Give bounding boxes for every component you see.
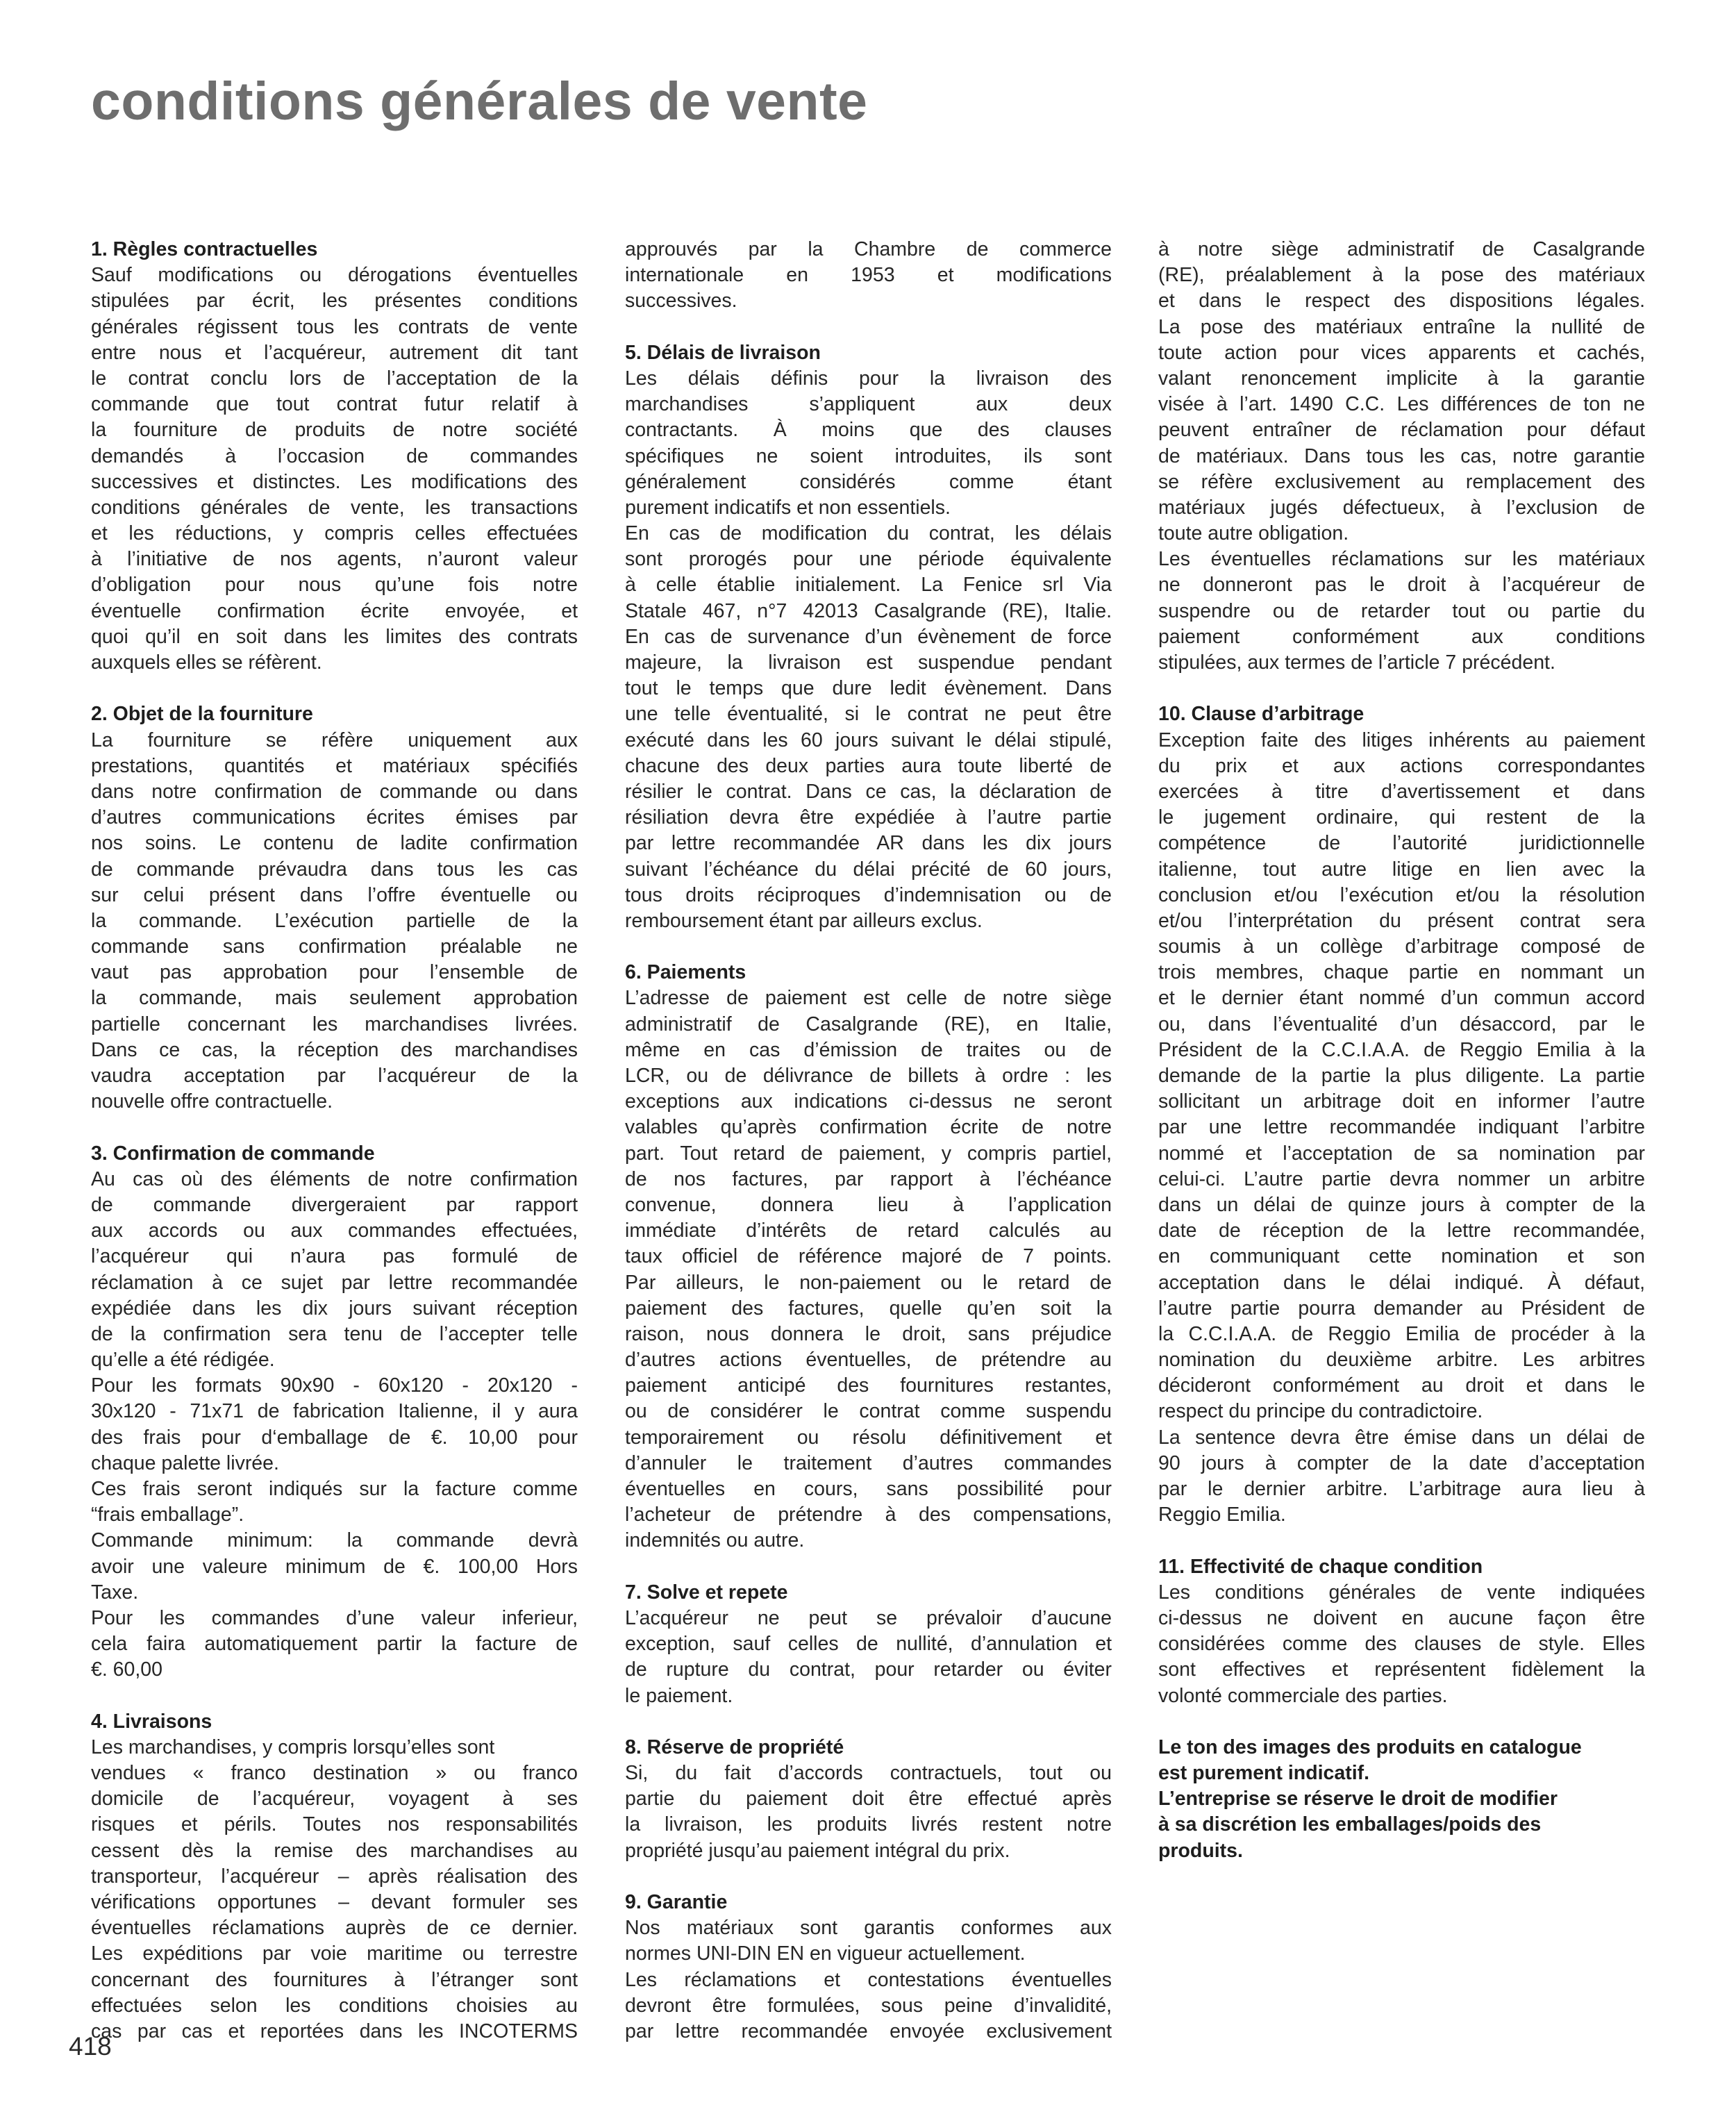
text-line: vérifications opportunes – devant formuler ses (91, 1891, 578, 1913)
text-line: La fourniture se réfère uniquement aux (91, 729, 578, 751)
text-line: Sauf modifications ou dérogations éventuelles (91, 264, 578, 287)
text-line: Pour les commandes d’une valeur inferieur, (91, 1606, 578, 1629)
text-line: par le dernier arbitre. L’arbitrage aura lieu à (1158, 1478, 1645, 1500)
text-line: En cas de modification du contrat, les délais (625, 522, 1112, 545)
text-line: raison, nous donnera le droit, sans préjudice (625, 1322, 1112, 1345)
column-3 (1158, 237, 1645, 1864)
section-heading-text: 1. Règles contractuelles (91, 238, 318, 260)
text-line: spécifiques ne soient introduites, ils sont (625, 444, 1112, 467)
text-line: Commande minimum: la commande devrà (91, 1529, 578, 1552)
text-line: d’annuler le traitement d’autres commandes (625, 1451, 1112, 1474)
paragraph-spacer (91, 676, 578, 701)
text-line: demande de la partie la plus diligente. La partie (1158, 1065, 1645, 1087)
section-heading (91, 701, 578, 727)
page-title: conditions générales de vente (91, 72, 868, 131)
text-line: soumis à un collège d’arbitrage composé de (1158, 935, 1645, 958)
text-line: vaut pas approbation pour l’ensemble de (91, 961, 578, 984)
column-2 (625, 237, 1112, 2045)
section-heading-text: 8. Réserve de propriété (625, 1736, 844, 1758)
text-line: éventuelle confirmation écrite envoyée, et (91, 599, 578, 622)
section-heading (1158, 701, 1645, 727)
text-line: exception, sauf celles de nullité, d’annulation et (625, 1633, 1112, 1656)
text-line: avoir une valeure minimum de €. 100,00 Hors (91, 1555, 578, 1578)
paragraph (1158, 1425, 1645, 1529)
text-line: nomination du deuxième arbitre. Les arbitres (1158, 1349, 1645, 1372)
text-line: exécuté dans les 60 jours suivant le délai stipulé, (625, 729, 1112, 751)
text-line: chaque palette livrée. (91, 1451, 279, 1474)
text-line: (RE), préalablement à la pose des matériaux (1158, 264, 1645, 287)
text-line: successives. (625, 290, 737, 313)
text-line: Les marchandises, y compris lorsqu’elles sont (91, 1736, 495, 1758)
text-line: paiement anticipé des fournitures restantes, (625, 1374, 1112, 1397)
text-line: transporteur, l’acquéreur – après réalisation des (91, 1865, 578, 1888)
text-line: cela faira automatiquement partir la facture de (91, 1633, 578, 1656)
paragraph (91, 1373, 578, 1476)
text-line: devront être formulées, sous peine d’invalidité, (625, 1994, 1112, 2017)
paragraph (625, 1761, 1112, 1864)
column-1 (91, 237, 578, 2045)
text-line: dans un délai de quinze jours à compter de la (1158, 1193, 1645, 1216)
text-line: Dans ce cas, la réception des marchandises (91, 1038, 578, 1061)
text-line: conditions générales de vente, les transactions (91, 496, 578, 519)
text-line: l’acquéreur qui n’aura pas formulé de (91, 1245, 578, 1268)
text-line: éventuelles réclamations auprès de ce dernier. (91, 1917, 578, 1940)
text-line: à notre siège administratif de Casalgrande (1158, 238, 1645, 260)
text-line: l’autre partie pourra demander au Président de (1158, 1297, 1645, 1320)
text-line: éventuelles en cours, sans possibilité pour (625, 1478, 1112, 1500)
text-line: la commande. L’exécution partielle de la (91, 909, 578, 932)
text-line: sur celui présent dans l’offre éventuelle ou (91, 883, 578, 906)
text-line: respect du principe du contradictoire. (1158, 1400, 1483, 1423)
text-line: purement indicatifs et non essentiels. (625, 496, 951, 519)
text-line: se réfère exclusivement au remplacement des (1158, 470, 1645, 493)
text-line: temporairement ou résolu définitivement et (625, 1426, 1112, 1449)
section-heading-text: 2. Objet de la fourniture (91, 703, 313, 726)
text-line: L’entreprise se réserve le droit de modifier (1158, 1788, 1558, 1811)
text-line: et les réductions, y compris celles effectuées (91, 522, 578, 545)
text-line: tous droits réciproques d’indemnisation ou de (625, 883, 1112, 906)
text-line: suspendre ou de retarder tout ou partie du (1158, 599, 1645, 622)
text-line: effectuées selon les conditions choisies au (91, 1994, 578, 2017)
text-line: résiliation devra être expédiée à l’autre partie (625, 806, 1112, 829)
text-line: expédiée dans les dix jours suivant réception (91, 1297, 578, 1320)
text-line: visée à l’art. 1490 C.C. Les différences de ton ne (1158, 393, 1645, 416)
text-line: propriété jusqu’au paiement intégral du prix. (625, 1839, 1010, 1862)
text-line: de rupture du contrat, pour retarder ou éviter (625, 1658, 1112, 1681)
text-line: est purement indicatif. (1158, 1762, 1370, 1785)
text-line: trois membres, chaque partie en nommant un (1158, 961, 1645, 984)
text-line: de commande divergeraient par rapport (91, 1193, 578, 1216)
section-heading (625, 340, 1112, 366)
text-line: de nos factures, par rapport à l’échéance (625, 1167, 1112, 1190)
text-line: résilier le contrat. Dans ce cas, la déclaration de (625, 780, 1112, 803)
paragraph (1158, 1580, 1645, 1709)
text-line: La sentence devra être émise dans un délai de (1158, 1426, 1645, 1449)
text-line: successives et distinctes. Les modifications des (91, 470, 578, 493)
text-line: “frais emballage”. (91, 1504, 244, 1526)
text-line: toute action pour vices apparents et cachés, (1158, 341, 1645, 364)
paragraph-spacer (91, 1683, 578, 1709)
text-line: paiement des factures, quelle qu’en soit la (625, 1297, 1112, 1320)
section-heading-text: 5. Délais de livraison (625, 341, 821, 364)
text-line: et/ou l’interprétation du présent contrat sera (1158, 909, 1645, 932)
text-line: paiement conformément aux conditions (1158, 625, 1645, 648)
text-line: Les éventuelles réclamations sur les matériaux (1158, 548, 1645, 571)
paragraph (91, 1606, 578, 1683)
text-line: Nos matériaux sont garantis conformes aux (625, 1917, 1112, 1940)
paragraph (625, 237, 1112, 315)
text-line: Les expéditions par voie maritime ou terrestre (91, 1942, 578, 1965)
text-line: générales régissent tous les contrats de vente (91, 315, 578, 338)
text-line: convenue, donnera lieu à l’application (625, 1193, 1112, 1216)
text-line: commande que tout contrat futur relatif à (91, 393, 578, 416)
text-line: de commande prévaudra dans tous les cas (91, 858, 578, 881)
text-line: chacune des deux parties aura toute liberté de (625, 754, 1112, 777)
paragraph-spacer (1158, 1528, 1645, 1554)
text-line: décideront conformément au droit et dans le (1158, 1374, 1645, 1397)
text-line: de la confirmation sera tenu de l’accepter telle (91, 1322, 578, 1345)
text-line: de matériaux. Dans tous les cas, notre garantie (1158, 444, 1645, 467)
text-line: LCR, ou de délivrance de billets à ordre : les (625, 1065, 1112, 1087)
section-heading (91, 237, 578, 263)
paragraph (625, 1915, 1112, 1967)
text-line: cessent dès la remise des marchandises au (91, 1839, 578, 1862)
page-number: 418 (69, 2032, 112, 2061)
text-line: Si, du fait d’accords contractuels, tout ou (625, 1762, 1112, 1785)
paragraph (625, 366, 1112, 521)
text-line: approuvés par la Chambre de commerce (625, 238, 1112, 260)
text-line: même en cas d’émission de traites ou de (625, 1038, 1112, 1061)
text-line: toute autre obligation. (1158, 522, 1349, 545)
text-line: commande sans confirmation préalable ne (91, 935, 578, 958)
text-line: partie du paiement doit être effectué après (625, 1788, 1112, 1811)
text-line: risques et périls. Toutes nos responsabilités (91, 1813, 578, 1836)
text-line: taux officiel de référence majoré de 7 points. (625, 1245, 1112, 1268)
text-line: une telle éventualité, si le contrat ne peut être (625, 703, 1112, 726)
text-line: réclamation à ce sujet par lettre recommandée (91, 1271, 578, 1294)
text-line: sollicitant un arbitrage doit en informer l’autre (1158, 1090, 1645, 1113)
text-line: Président de la C.C.I.A.A. de Reggio Emilia à la (1158, 1038, 1645, 1061)
text-line: la livraison, les produits livrés restent notre (625, 1813, 1112, 1836)
section-heading (625, 1890, 1112, 1915)
paragraph (91, 1167, 578, 1374)
text-line: et le dernier étant nommé d’un commun accord (1158, 987, 1645, 1010)
text-line: par une lettre recommandée indiquant l’arbitre (1158, 1116, 1645, 1139)
section-heading-text: 4. Livraisons (91, 1710, 212, 1733)
text-line: en communiquant cette nomination et son (1158, 1245, 1645, 1268)
text-line: valables qu’après confirmation écrite de notre (625, 1116, 1112, 1139)
text-line: exceptions aux indications ci-dessus ne seront (625, 1090, 1112, 1113)
text-line: Taxe. (91, 1581, 139, 1604)
text-line: immédiate d’intérêts de retard calculés au (625, 1220, 1112, 1242)
text-line: dans notre confirmation de commande ou dans (91, 780, 578, 803)
section-heading-text: 3. Confirmation de commande (91, 1142, 375, 1165)
text-line: date de réception de la lettre recommandée, (1158, 1220, 1645, 1242)
text-line: et dans le respect des dispositions légales. (1158, 290, 1645, 313)
paragraph-spacer (625, 1864, 1112, 1890)
text-line: par lettre recommandée envoyée exclusivement (625, 2020, 1112, 2042)
paragraph (1158, 547, 1645, 676)
text-line: domicile de l’acquéreur, voyagent à ses (91, 1788, 578, 1811)
disclaimer-note (1158, 1735, 1645, 1864)
text-line: ne donneront pas le droit à l’acquéreur de (1158, 574, 1645, 597)
text-line: la commande, mais seulement approbation (91, 987, 578, 1010)
text-line: matériaux jugés défectueux, à l’exclusion de (1158, 496, 1645, 519)
text-line: normes UNI-DIN EN en vigueur actuellement. (625, 1942, 1026, 1965)
text-line: acceptation dans le délai indiqué. À défaut, (1158, 1271, 1645, 1294)
text-line: Le ton des images des produits en catalogue (1158, 1736, 1582, 1758)
text-line: nouvelle offre contractuelle. (91, 1090, 333, 1113)
text-line: le jugement ordinaire, qui restent de la (1158, 806, 1645, 829)
text-line: stipulées, aux termes de l’article 7 précédent. (1158, 651, 1555, 674)
text-line: vendues « franco destination » ou franco (91, 1762, 578, 1785)
text-line: marchandises s’appliquent aux deux (625, 393, 1112, 416)
text-line: conclusion et/ou l’exécution et/ou la résolution (1158, 883, 1645, 906)
text-line: compétence de l’autorité juridictionnelle (1158, 832, 1645, 855)
text-line: ou, dans l’éventualité d’un désaccord, par le (1158, 1013, 1645, 1035)
paragraph-spacer (91, 1115, 578, 1140)
text-line: contractants. À moins que des clauses (625, 419, 1112, 442)
text-line: entre nous et l’acquéreur, autrement dit tant (91, 341, 578, 364)
paragraph (1158, 728, 1645, 1425)
text-line: L’adresse de paiement est celle de notre siège (625, 987, 1112, 1010)
text-line: des frais pour d‘emballage de €. 10,00 pour (91, 1426, 578, 1449)
text-line: volonté commerciale des parties. (1158, 1684, 1448, 1707)
paragraph (91, 1528, 578, 1606)
text-line: demandés à l’occasion de commandes (91, 444, 578, 467)
text-line: d’autres communications écrites émises par (91, 806, 578, 829)
text-line: Les réclamations et contestations éventuelles (625, 1968, 1112, 1991)
text-line: Ces frais seront indiqués sur la facture comme (91, 1478, 578, 1500)
paragraph (625, 985, 1112, 1554)
text-line: €. 60,00 (91, 1658, 163, 1681)
text-line: sont effectives et représentent fidèlement la (1158, 1658, 1645, 1681)
text-line: majeure, la livraison est suspendue pendant (625, 651, 1112, 674)
paragraph (91, 263, 578, 676)
text-line: ou de considérer le contrat comme suspendu (625, 1400, 1112, 1423)
text-line: Exception faite des litiges inhérents au paiement (1158, 729, 1645, 751)
text-line: remboursement étant par ailleurs exclus. (625, 909, 983, 932)
text-line: Les délais définis pour la livraison des (625, 367, 1112, 390)
text-line: produits. (1158, 1839, 1243, 1862)
text-line: auxquels elles se réfèrent. (91, 651, 322, 674)
text-line: En cas de survenance d’un évènement de force (625, 625, 1112, 648)
text-line: à celle établie initialement. La Fenice srl Via (625, 574, 1112, 597)
section-heading (1158, 1554, 1645, 1580)
text-line: tout le temps que dure ledit évènement. Dans (625, 677, 1112, 700)
text-line: stipulées par écrit, les présentes conditions (91, 290, 578, 313)
text-line: Au cas où des éléments de notre confirmation (91, 1167, 578, 1190)
text-line: l’acheteur de prétendre à des compensations, (625, 1504, 1112, 1526)
text-line: la fourniture de produits de notre société (91, 419, 578, 442)
text-line: exercées à titre d’avertissement et dans (1158, 780, 1645, 803)
text-line: La pose des matériaux entraîne la nullité de (1158, 315, 1645, 338)
section-heading-text: 10. Clause d’arbitrage (1158, 703, 1364, 726)
section-heading (91, 1141, 578, 1167)
paragraph (1158, 237, 1645, 547)
section-heading (625, 1735, 1112, 1761)
text-line: Pour les formats 90x90 - 60x120 - 20x120 - (91, 1374, 578, 1397)
paragraph (91, 728, 578, 1115)
text-line: nos soins. Le contenu de ladite confirmation (91, 832, 578, 855)
text-line: Statale 467, n°7 42013 Casalgrande (RE), Italie. (625, 599, 1112, 622)
paragraph-spacer (625, 934, 1112, 960)
paragraph-spacer (1158, 1709, 1645, 1735)
text-line: 90 jours à compter de la date d’acceptation (1158, 1451, 1645, 1474)
text-line: sont prorogés pour une période équivalente (625, 548, 1112, 571)
text-line: vaudra acceptation par l’acquéreur de la (91, 1065, 578, 1087)
section-heading-text: 6. Paiements (625, 961, 746, 984)
text-line: généralement considérés comme étant (625, 470, 1112, 493)
text-line: quoi qu’il en soit dans les limites des contrats (91, 625, 578, 648)
text-line: à sa discrétion les emballages/poids des (1158, 1813, 1542, 1836)
section-heading (625, 1580, 1112, 1606)
text-line: 30x120 - 71x71 de fabrication Italienne, il y aura (91, 1400, 578, 1423)
section-heading-text: 9. Garantie (625, 1891, 728, 1913)
text-line: nommé et l’acceptation de sa nomination par (1158, 1142, 1645, 1165)
text-line: italienne, tout autre litige en lien avec la (1158, 858, 1645, 881)
text-line: le paiement. (625, 1684, 733, 1707)
text-line: prestations, quantités et matériaux spécifiés (91, 754, 578, 777)
text-line: le contrat conclu lors de l’acceptation de la (91, 367, 578, 390)
text-line: qu’elle a été rédigée. (91, 1349, 275, 1372)
paragraph (625, 521, 1112, 934)
text-line: indemnités ou autre. (625, 1529, 805, 1552)
paragraph-spacer (625, 1709, 1112, 1735)
text-line: administratif de Casalgrande (RE), en Italie, (625, 1013, 1112, 1035)
text-line: Reggio Emilia. (1158, 1504, 1286, 1526)
text-line: Par ailleurs, le non-paiement ou le retard de (625, 1271, 1112, 1294)
text-line: du prix et aux actions correspondantes (1158, 754, 1645, 777)
section-heading (625, 960, 1112, 985)
text-line: aux accords ou aux commandes effectuées, (91, 1220, 578, 1242)
text-line: Les conditions générales de vente indiquées (1158, 1581, 1645, 1604)
text-line: suivant l’échéance du délai précité de 60 jours, (625, 858, 1112, 881)
text-line: celui-ci. L’autre partie devra nommer un arbitre (1158, 1167, 1645, 1190)
text-line: considérées comme des clauses de style. Elles (1158, 1633, 1645, 1656)
text-line: concernant des fournitures à l’étranger sont (91, 1968, 578, 1991)
paragraph (625, 1967, 1112, 2045)
text-line: L’acquéreur ne peut se prévaloir d’aucune (625, 1606, 1112, 1629)
text-line: part. Tout retard de paiement, y compris partiel, (625, 1142, 1112, 1165)
text-line: à l’initiative de nos agents, n’auront valeur (91, 548, 578, 571)
paragraph (91, 1735, 578, 2045)
section-heading (91, 1709, 578, 1735)
text-line: ci-dessus ne doivent en aucune façon être (1158, 1606, 1645, 1629)
text-line: valant renoncement implicite à la garantie (1158, 367, 1645, 390)
text-line: d’obligation pour nous qu’une fois notre (91, 574, 578, 597)
section-heading-text: 11. Effectivité de chaque condition (1158, 1555, 1483, 1578)
text-line: partielle concernant les marchandises livrées. (91, 1013, 578, 1035)
text-line: peuvent entraîner de réclamation pour défaut (1158, 419, 1645, 442)
section-heading-text: 7. Solve et repete (625, 1581, 788, 1604)
text-line: la C.C.I.A.A. de Reggio Emilia de procéder à la (1158, 1322, 1645, 1345)
paragraph-spacer (625, 1554, 1112, 1580)
text-line: par lettre recommandée AR dans les dix jours (625, 832, 1112, 855)
paragraph (625, 1606, 1112, 1709)
text-line: d’autres actions éventuelles, de prétendre au (625, 1349, 1112, 1372)
paragraph-spacer (1158, 676, 1645, 701)
text-line: internationale en 1953 et modifications (625, 264, 1112, 287)
paragraph-spacer (625, 315, 1112, 340)
paragraph (91, 1476, 578, 1528)
text-line: cas par cas et reportées dans les INCOTERMS (91, 2020, 578, 2042)
